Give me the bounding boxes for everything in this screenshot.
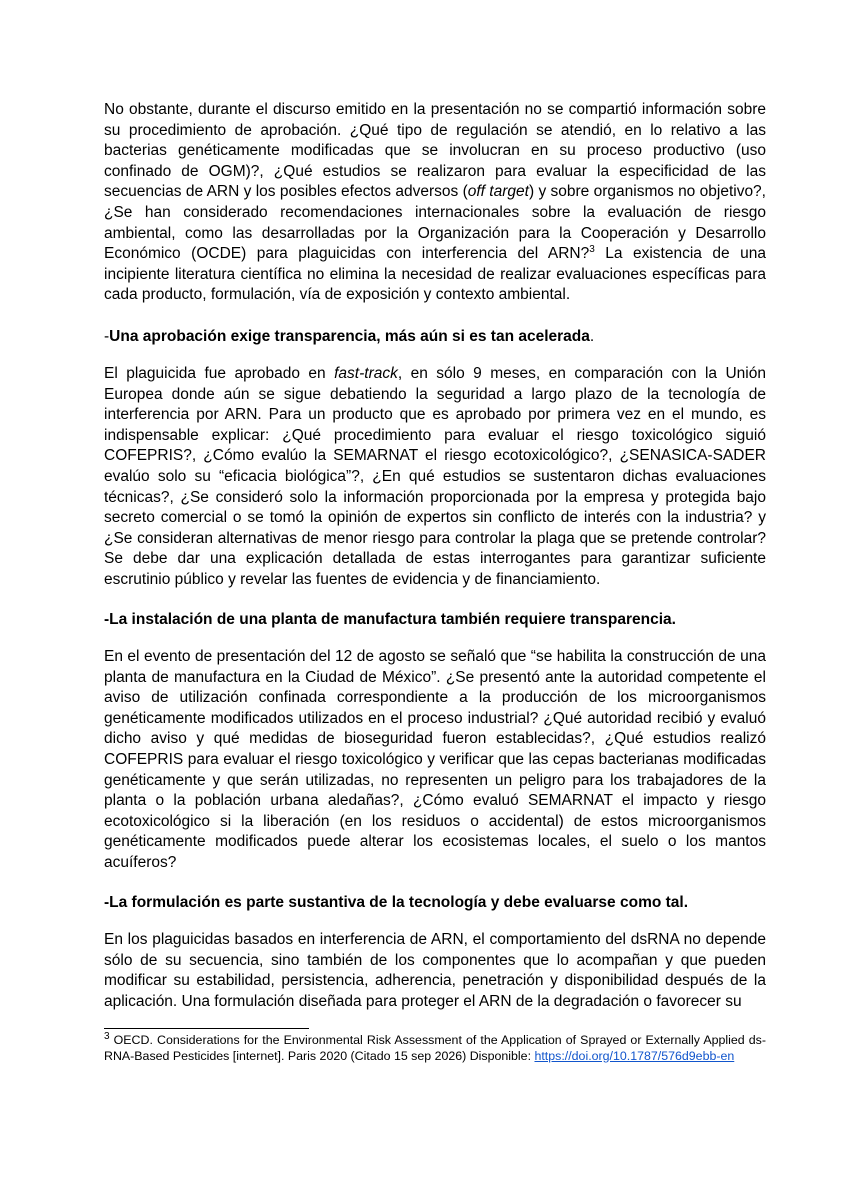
paragraph-text: En el evento de presentación del 12 de agosto se señaló que “se habilita la construcción de una planta de manufactura en la Ciudad de México”. ¿Se presentó ante la autoridad competente el aviso de utilización confinada correspondiente a la producción de los microorganismos genéticamente modificados utilizados en el proceso industrial? ¿Qué autoridad recibió y evaluó dicho aviso y qué medidas de bioseguridad fueron establecidas?, ¿Qué estudios realizó COFEPRIS para evaluar el riesgo toxicológico y verificar que las cepas bacterianas modificadas genéticamente y que serán utilizadas, no representen un peligro para los trabajadores de la planta o la población urbana aledañas?, ¿Cómo evaluó SEMARNAT el impacto y riesgo ecotoxicológico si la liberación (en los residuos o accidental) de estos microorganismos genéticamente modificados puede alterar los ecosistemas locales, el suelo o los mantos acuíferos? <box>104 648 766 871</box>
paragraph-text: ) y sobre organismos no objetivo?, ¿Se han considerado recomendaciones internacionales sobre la evaluación de riesgo ambiental, como las desarrolladas por la Organización para la Cooperación y Desarrollo Económico (OCDE) para plaguicidas con interferencia del ARN? <box>104 183 766 263</box>
paragraph-text: En los plaguicidas basados en interferencia de ARN, el comportamiento del dsRNA no depende sólo de su secuencia, sino también de los componentes que lo acompañan y que pueden modificar su estabilidad, persistencia, adherencia, penetración y disponibilidad después de la aplicación. Una formulación diseñada para proteger el ARN de la degradación o favorecer su <box>104 931 766 1010</box>
footnote-separator <box>104 1028 309 1029</box>
paragraph-fast-track <box>104 364 766 591</box>
footnote-3 <box>104 1030 766 1064</box>
heading-text: Una aprobación exige transparencia, más aún si es tan acelerada <box>109 328 590 345</box>
section-heading-manufacturing-plant <box>104 610 766 631</box>
heading-period: . <box>589 328 595 345</box>
paragraph-approval-procedure <box>104 100 766 306</box>
footnote-text: OECD. Considerations for the Environmental Risk Assessment of the Application of Sprayed or Externally Applied ds-RNA-Based Pesticides [internet]. Paris 2020 (Citado 15 sep 2026) Disponible: <box>104 1033 766 1063</box>
paragraph-text: La existencia de una incipiente literatura científica no elimina la necesidad de realizar evaluaciones específicas para cada producto, formulación, vía de exposición y contexto ambiental. <box>104 245 766 304</box>
heading-text: -La formulación es parte sustantiva de la tecnología y debe evaluarse como tal. <box>104 894 689 911</box>
footnote-number: 3 <box>104 1030 110 1042</box>
footnote-doi-link[interactable]: https://doi.org/10.1787/576d9ebb-en <box>534 1048 735 1063</box>
paragraph-text: , en sólo 9 meses, en comparación con la Unión Europea donde aún se sigue debatiendo la seguridad a largo plazo de la tecnología de interferencia por ARN. Para un producto que es aprobado por primera vez en el mundo, es indispensable explicar: ¿Qué procedimiento para evaluar el riesgo toxicológico siguió COFEPRIS?, ¿Cómo evalúo la SEMARNAT el riesgo ecotoxicológico?, ¿SENASICA-SADER evalúo solo su “eficacia biológica”?, ¿En qué estudios se sustentaron dichas evaluaciones técnicas?, ¿Se consideró solo la información proporcionada por la empresa y protegida bajo secreto comercial o se tomó la opinión de expertos sin conflicto de interés con la industria? y ¿Se consideran alternativas de menor riesgo para controlar la plaga que se pretende controlar? Se debe dar una explicación detallada de estas interrogantes para garantizar suficiente escrutinio público y revelar las fuentes de evidencia y de financiamiento. <box>104 365 766 588</box>
italic-term-off-target: off target <box>467 183 529 201</box>
section-heading-transparency <box>104 327 766 348</box>
footnote-reference[interactable]: 3 <box>589 244 595 255</box>
paragraph-formulation <box>104 930 766 1012</box>
paragraph-text: No obstante, durante el discurso emitido en la presentación no se compartió información sobre su procedimiento de aprobación. ¿Qué tipo de regulación se atendió, en lo relativo a las bacterias genéticamente modificadas que se involucran en su proceso productivo (uso confinado de OGM)?, ¿Qué estudios se realizaron para evaluar la especificidad de las secuencias de ARN y los posibles efectos adversos ( <box>104 101 766 201</box>
paragraph-text: El plaguicida fue aprobado en <box>104 365 335 382</box>
paragraph-manufacturing-plant <box>104 647 766 874</box>
italic-term-fast-track: fast-track <box>334 365 398 382</box>
section-heading-formulation <box>104 893 766 914</box>
heading-dash: - <box>104 328 110 345</box>
heading-text: -La instalación de una planta de manufactura también requiere transparencia. <box>104 611 676 628</box>
